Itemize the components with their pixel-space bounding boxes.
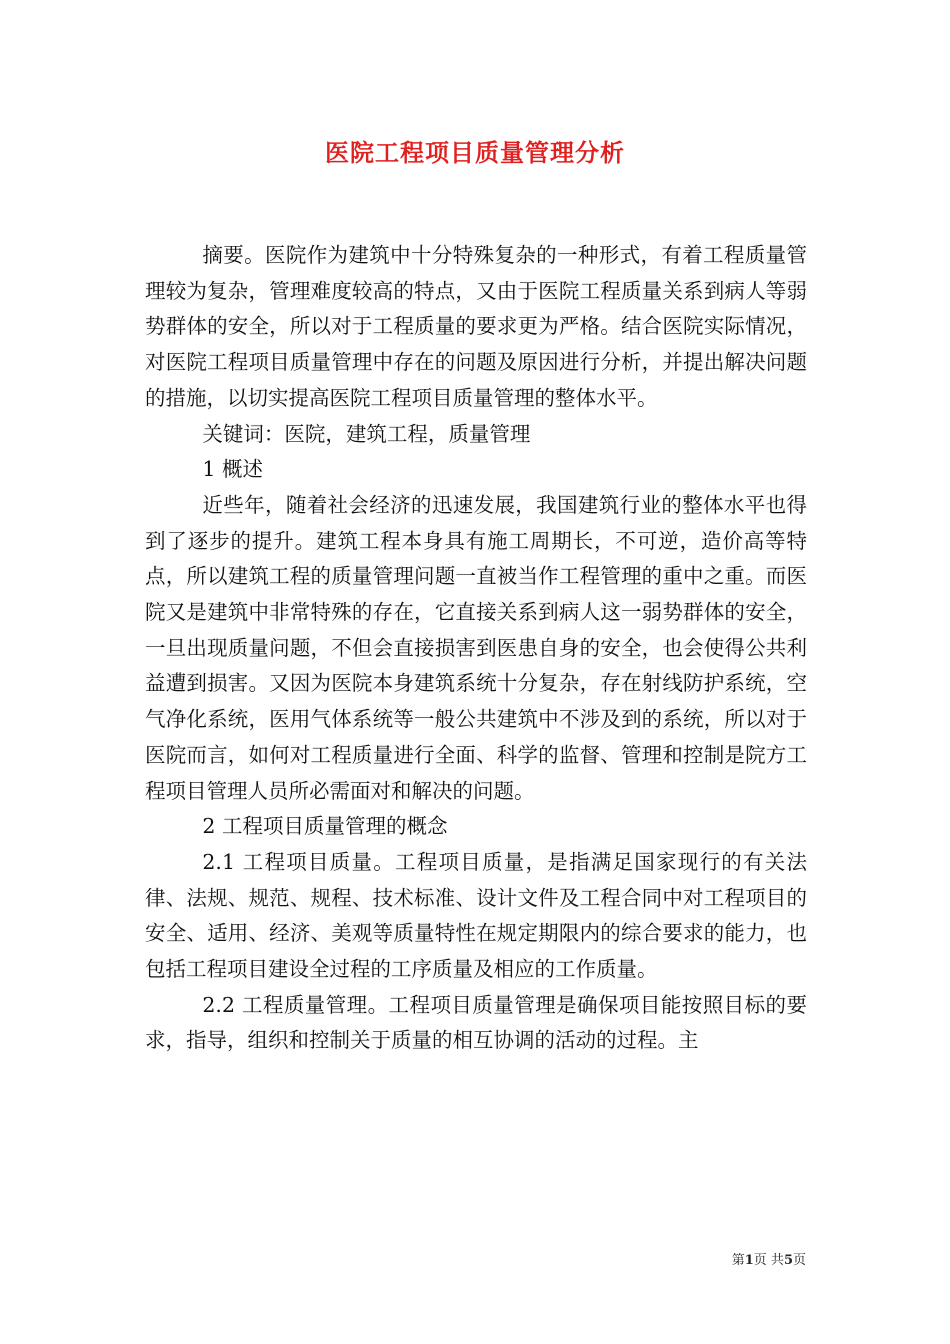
subsection-2-1-paragraph: 2.1 工程项目质量。工程项目质量，是指满足国家现行的有关法律、法规、规范、规程、技术标准、设计文件及工程合同中对工程项目的安全、适用、经济、美观等质量特性在规定期限内的综合要求的能力，也包括工程项目建设全过程的工序质量及相应的工作质量。 (145, 849, 807, 982)
document-body (145, 238, 807, 1059)
footer-total-pages: 5 (783, 1253, 793, 1268)
section-heading-2: 2 工程项目质量管理的概念 (202, 814, 448, 839)
document-title: 医院工程项目质量管理分析 (325, 138, 625, 167)
section-heading-1: 1 概述 (202, 457, 263, 482)
footer-suffix: 页 (792, 1253, 806, 1268)
overview-paragraph: 近些年，随着社会经济的迅速发展，我国建筑行业的整体水平也得到了逐步的提升。建筑工程本身具有施工周期长，不可逆，造价高等特点，所以建筑工程的质量管理问题一直被当作工程管理的重中之重。而医院又是建筑中非常特殊的存在，它直接关系到病人这一弱势群体的安全，一旦出现质量问题，不但会直接损害到医患自身的安全，也会使得公共利益遭到损害。又因为医院本身建筑系统十分复杂，存在射线防护系统，空气净化系统，医用气体系统等一般公共建筑中不涉及到的系统，所以对于医院而言，如何对工程质量进行全面、科学的监督、管理和控制是院方工程项目管理人员所必需面对和解决的问题。 (145, 492, 807, 803)
keywords-paragraph: 关键词：医院，建筑工程，质量管理 (202, 421, 531, 446)
subsection-2-2-paragraph: 2.2 工程质量管理。工程项目质量管理是确保项目能按照目标的要求，指导，组织和控制关于质量的相互协调的活动的过程。主 (145, 992, 807, 1053)
footer-middle: 页 共 (753, 1253, 784, 1268)
abstract-paragraph: 摘要。医院作为建筑中十分特殊复杂的一种形式，有着工程质量管理较为复杂，管理难度较高的特点，又由于医院工程质量关系到病人等弱势群体的安全，所以对于工程质量的要求更为严格。结合医院实际情况，对医院工程项目质量管理中存在的问题及原因进行分析，并提出解决问题的措施，以切实提高医院工程项目质量管理的整体水平。 (145, 243, 807, 410)
footer-prefix: 第 (731, 1253, 745, 1268)
page-footer (732, 1249, 806, 1268)
footer-current-page: 1 (744, 1253, 754, 1268)
